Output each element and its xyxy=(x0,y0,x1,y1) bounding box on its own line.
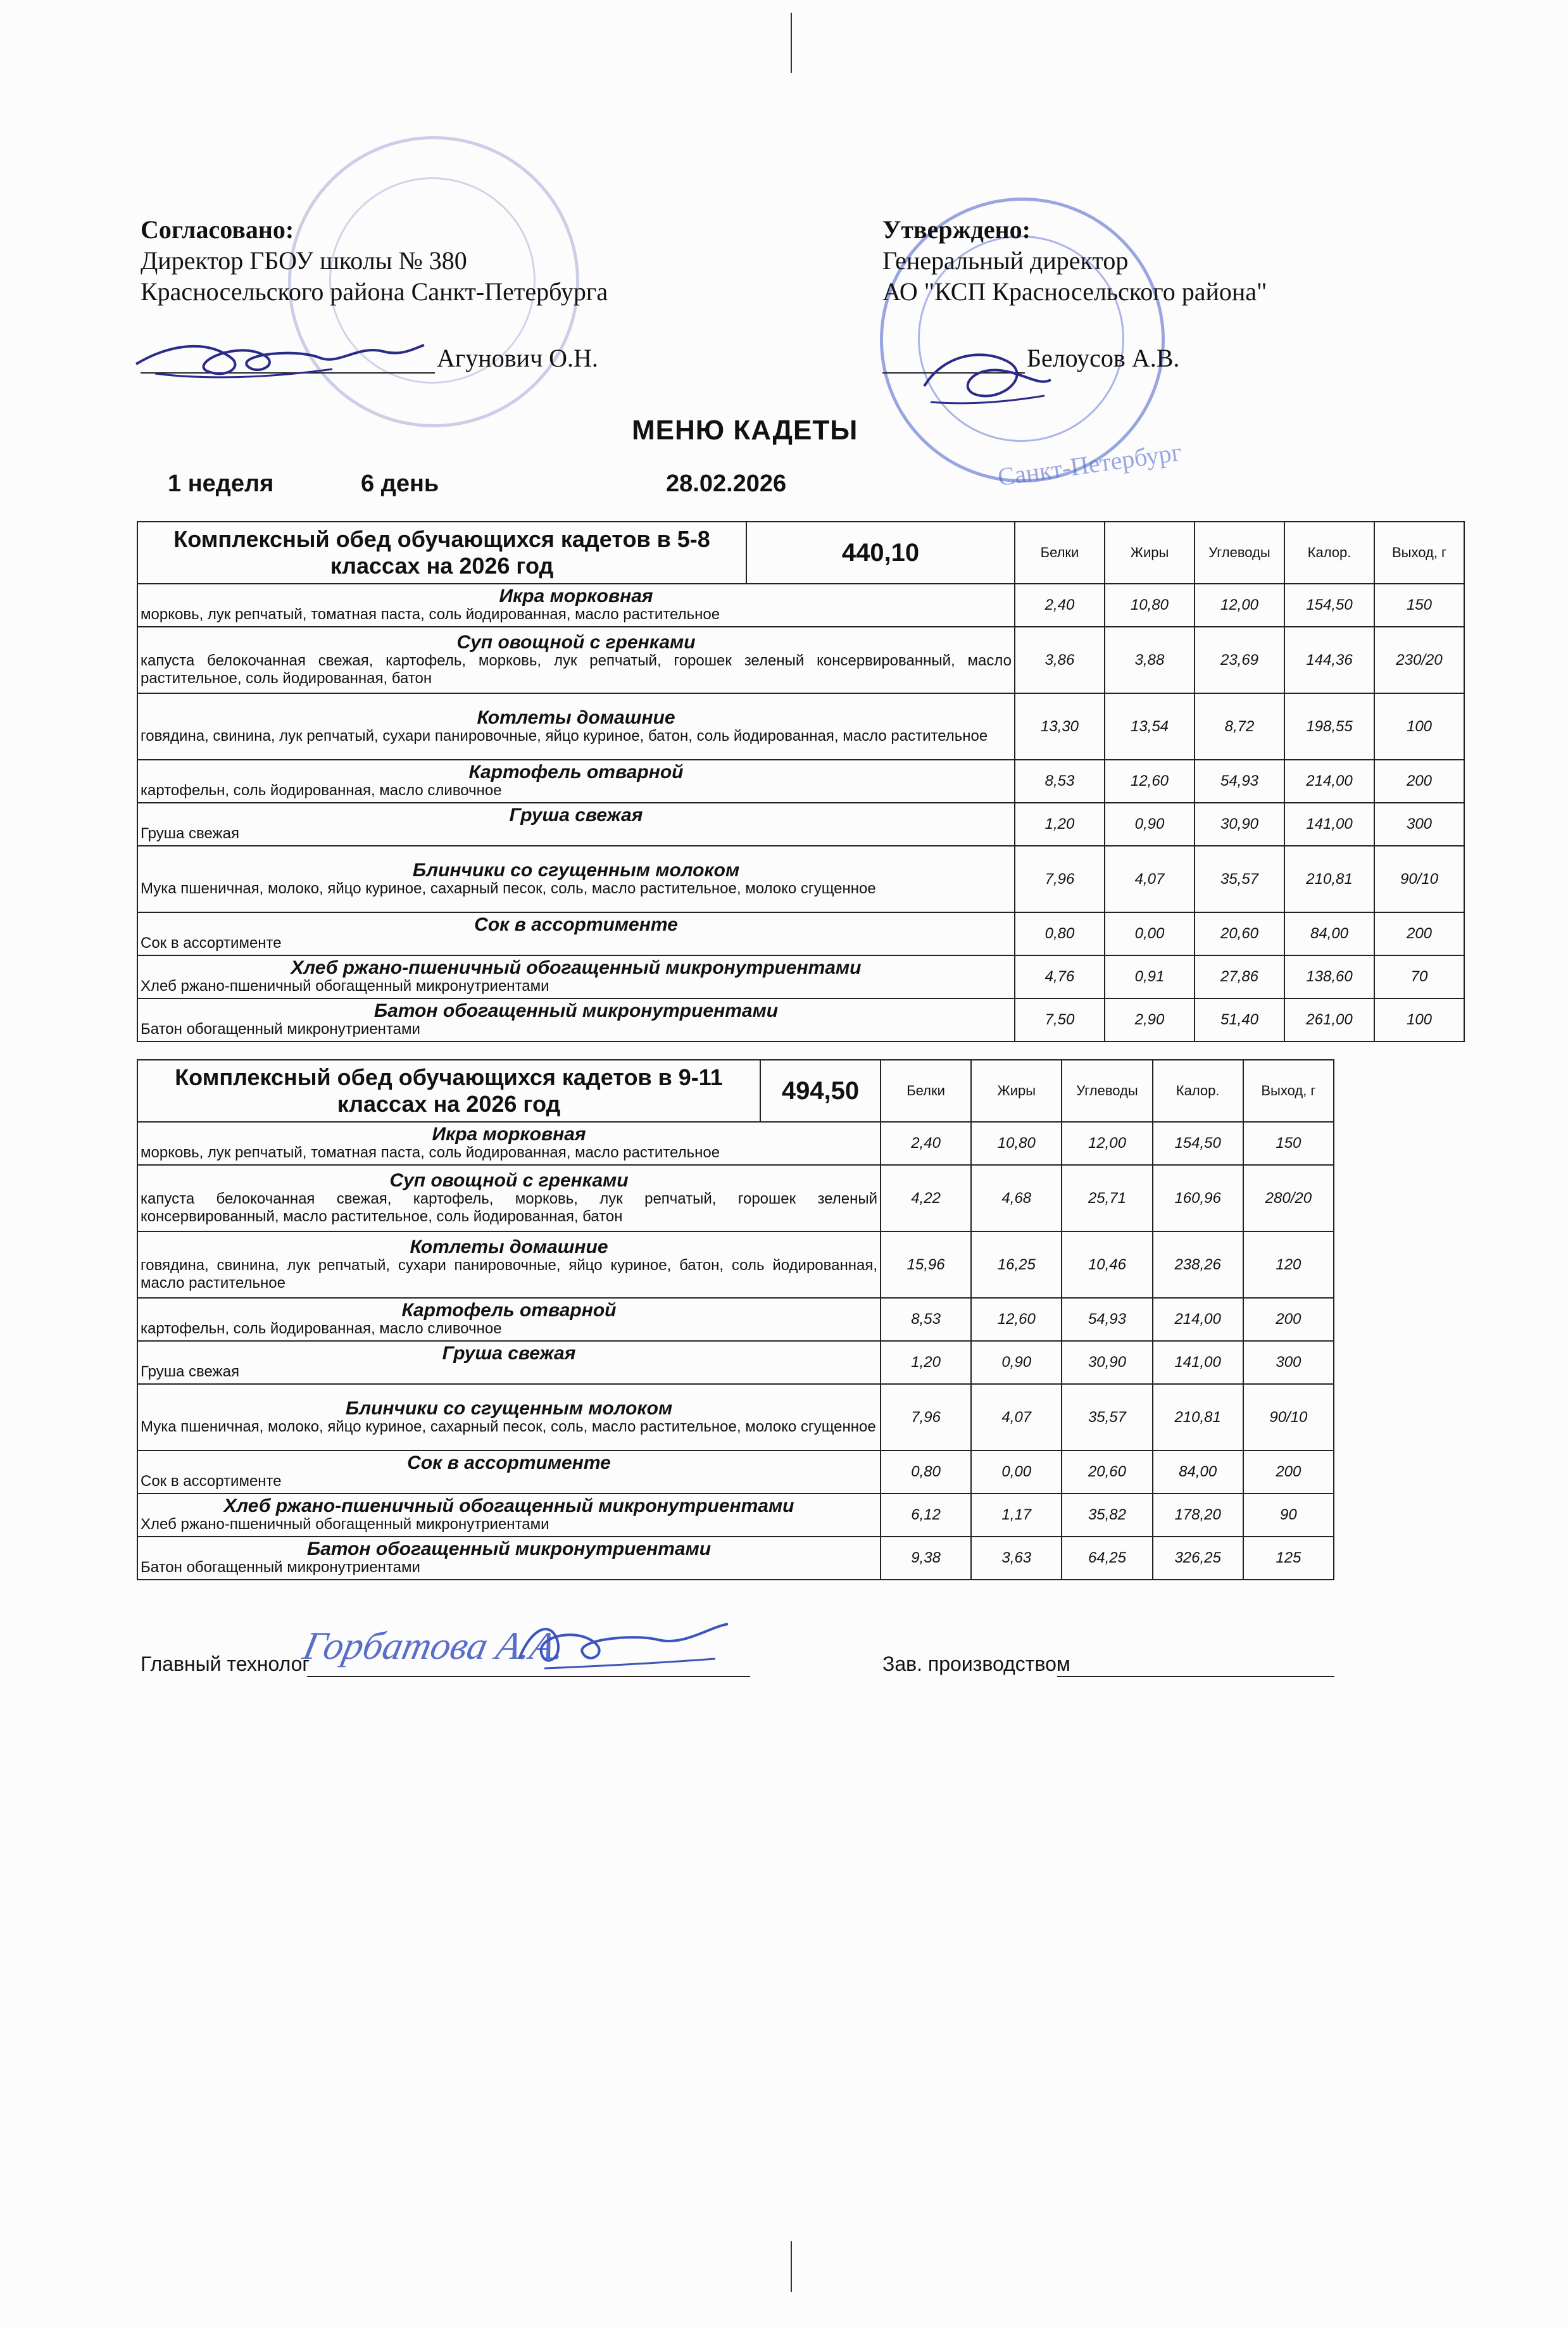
value-carbs: 12,00 xyxy=(1062,1122,1152,1165)
menu-item-row xyxy=(137,1298,1334,1341)
dish-name: Сок в ассортименте xyxy=(407,1452,611,1473)
menu-item-row xyxy=(137,1341,1334,1384)
dish-name: Картофель отварной xyxy=(468,762,684,783)
value-proteins: 4,22 xyxy=(881,1165,971,1231)
value-fats: 0,90 xyxy=(1105,803,1195,846)
menu-item-cell xyxy=(137,584,1015,627)
value-carbs: 8,72 xyxy=(1195,693,1284,760)
menu-item-row xyxy=(137,1384,1334,1450)
value-fats: 10,80 xyxy=(971,1122,1062,1165)
value-proteins: 0,80 xyxy=(881,1450,971,1494)
value-output: 200 xyxy=(1374,912,1464,955)
value-carbs: 20,60 xyxy=(1062,1450,1152,1494)
dish-composition: говядина, свинина, лук репчатый, сухари панировочные, яйцо куриное, батон, соль йодированная, масло растительное xyxy=(141,1256,877,1292)
dish-composition: Батон обогащенный микронутриентами xyxy=(141,1559,420,1576)
value-output: 90/10 xyxy=(1374,846,1464,912)
value-carbs: 10,46 xyxy=(1062,1231,1152,1298)
value-carbs: 51,40 xyxy=(1195,998,1284,1041)
dish-name: Котлеты домашние xyxy=(410,1236,608,1257)
value-fats: 4,68 xyxy=(971,1165,1062,1231)
dish-composition: Груша свежая xyxy=(141,825,239,842)
value-proteins: 4,76 xyxy=(1015,955,1105,998)
menu-item-cell xyxy=(137,1384,881,1450)
dish-composition: капуста белокочанная свежая, картофель, морковь, лук репчатый, горошек зеленый консервированный, масло растительное, соль йодированная, батон xyxy=(141,651,1012,687)
value-carbs: 35,82 xyxy=(1062,1494,1152,1537)
value-output: 300 xyxy=(1243,1341,1334,1384)
value-carbs: 23,69 xyxy=(1195,627,1284,693)
menu-item-cell xyxy=(137,627,1015,693)
value-carbs: 35,57 xyxy=(1195,846,1284,912)
value-proteins: 3,86 xyxy=(1015,627,1105,693)
value-output: 280/20 xyxy=(1243,1165,1334,1231)
value-fats: 3,63 xyxy=(971,1537,1062,1580)
dish-composition: Батон обогащенный микронутриентами xyxy=(141,1021,420,1038)
signature-right-mark xyxy=(912,342,1057,412)
value-fats: 3,88 xyxy=(1105,627,1195,693)
value-calories: 160,96 xyxy=(1153,1165,1243,1231)
value-carbs: 30,90 xyxy=(1062,1341,1152,1384)
value-carbs: 35,57 xyxy=(1062,1384,1152,1450)
value-output: 90 xyxy=(1243,1494,1334,1537)
menu-item-cell xyxy=(137,1537,881,1580)
value-fats: 0,90 xyxy=(971,1341,1062,1384)
value-fats: 4,07 xyxy=(971,1384,1062,1450)
signature-left-mark xyxy=(130,320,427,396)
fold-mark-bottom xyxy=(791,2241,792,2292)
dish-name: Батон обогащенный микронутриентами xyxy=(306,1538,712,1559)
col-fats: Жиры xyxy=(1105,522,1195,584)
menu-item-row xyxy=(137,760,1554,803)
signer-right-name: Белоусов А.В. xyxy=(1027,344,1180,372)
value-output: 100 xyxy=(1374,693,1464,760)
menu-item-row xyxy=(137,1165,1334,1231)
value-calories: 141,00 xyxy=(1153,1341,1243,1384)
menu-title: МЕНЮ КАДЕТЫ xyxy=(632,415,858,446)
dish-name: Сок в ассортименте xyxy=(474,914,678,935)
menu-item-row xyxy=(137,1537,1334,1580)
value-proteins: 2,40 xyxy=(881,1122,971,1165)
menu-item-cell xyxy=(137,846,1015,912)
value-output: 200 xyxy=(1243,1450,1334,1494)
value-proteins: 9,38 xyxy=(881,1537,971,1580)
production-label: Зав. производством xyxy=(882,1652,1070,1675)
value-proteins: 6,12 xyxy=(881,1494,971,1537)
menu-item-row xyxy=(137,998,1554,1041)
value-proteins: 15,96 xyxy=(881,1231,971,1298)
value-calories: 210,81 xyxy=(1284,846,1374,912)
menu-item-row xyxy=(137,693,1554,760)
dish-name: Груша свежая xyxy=(509,805,643,826)
value-carbs: 20,60 xyxy=(1195,912,1284,955)
value-carbs: 25,71 xyxy=(1062,1165,1152,1231)
value-output: 300 xyxy=(1374,803,1464,846)
menu-item-cell xyxy=(137,955,1015,998)
value-output: 70 xyxy=(1374,955,1464,998)
value-fats: 12,60 xyxy=(971,1298,1062,1341)
value-fats: 0,00 xyxy=(971,1450,1062,1494)
dish-name: Груша свежая xyxy=(442,1343,576,1364)
dish-name: Хлеб ржано-пшеничный обогащенный микронутриентами xyxy=(223,1495,794,1516)
menu-item-cell xyxy=(137,912,1015,955)
value-output: 230/20 xyxy=(1374,627,1464,693)
value-output: 125 xyxy=(1243,1537,1334,1580)
value-fats: 1,17 xyxy=(971,1494,1062,1537)
technologist-name: Горбатова А.А. xyxy=(299,1625,570,1668)
value-fats: 0,91 xyxy=(1105,955,1195,998)
value-proteins: 8,53 xyxy=(881,1298,971,1341)
value-proteins: 7,50 xyxy=(1015,998,1105,1041)
col-fats: Жиры xyxy=(971,1060,1062,1122)
col-proteins: Белки xyxy=(881,1060,971,1122)
value-calories: 154,50 xyxy=(1153,1122,1243,1165)
col-carbs: Углеводы xyxy=(1062,1060,1152,1122)
menu-item-row xyxy=(137,1494,1334,1537)
menu-item-cell xyxy=(137,1298,881,1341)
value-calories: 238,26 xyxy=(1153,1231,1243,1298)
dish-composition: говядина, свинина, лук репчатый, сухари панировочные, яйцо куриное, батон, соль йодированная, масло растительное xyxy=(141,727,988,745)
section-title: Комплексный обед обучающихся кадетов в 5-8 классах на 2026 год xyxy=(137,522,746,584)
dish-name: Картофель отварной xyxy=(401,1300,617,1321)
value-calories: 144,36 xyxy=(1284,627,1374,693)
section-title: Комплексный обед обучающихся кадетов в 9-11 классах на 2026 год xyxy=(137,1060,760,1122)
dish-name: Котлеты домашние xyxy=(477,707,675,728)
dish-name: Хлеб ржано-пшеничный обогащенный микронутриентами xyxy=(291,957,862,978)
value-output: 200 xyxy=(1374,760,1464,803)
menu-item-row xyxy=(137,912,1554,955)
technologist-label: Главный технолог xyxy=(141,1652,310,1675)
value-calories: 141,00 xyxy=(1284,803,1374,846)
dish-composition: Хлеб ржано-пшеничный обогащенный микронутриентами xyxy=(141,978,549,995)
dish-composition: капуста белокочанная свежая, картофель, морковь, лук репчатый, горошек зеленый консервированный, масло растительное, соль йодированная, батон xyxy=(141,1190,877,1225)
approval-right-line2: АО "КСП Красносельского района" xyxy=(882,277,1267,306)
dish-composition: морковь, лук репчатый, томатная паста, соль йодированная, масло растительное xyxy=(141,606,720,623)
col-carbs: Углеводы xyxy=(1195,522,1284,584)
value-fats: 10,80 xyxy=(1105,584,1195,627)
menu-item-row xyxy=(137,1450,1334,1494)
value-proteins: 1,20 xyxy=(1015,803,1105,846)
value-proteins: 0,80 xyxy=(1015,912,1105,955)
menu-item-cell xyxy=(137,1494,881,1537)
value-calories: 138,60 xyxy=(1284,955,1374,998)
value-proteins: 7,96 xyxy=(881,1384,971,1450)
dish-name: Батон обогащенный микронутриентами xyxy=(373,1000,779,1021)
dish-name: Блинчики со сгущенным молоком xyxy=(345,1397,673,1419)
dish-name: Икра морковная xyxy=(432,1124,586,1145)
value-proteins: 13,30 xyxy=(1015,693,1105,760)
menu-item-cell xyxy=(137,998,1015,1041)
menu-item-row xyxy=(137,955,1554,998)
stamp-city-text: Санкт-Петербург xyxy=(996,437,1184,492)
col-output: Выход, г xyxy=(1243,1060,1334,1122)
value-proteins: 1,20 xyxy=(881,1341,971,1384)
dish-composition: картофельн, соль йодированная, масло сливочное xyxy=(141,782,502,799)
date-label: 28.02.2026 xyxy=(666,470,787,497)
value-carbs: 64,25 xyxy=(1062,1537,1152,1580)
value-output: 120 xyxy=(1243,1231,1334,1298)
value-output: 150 xyxy=(1243,1122,1334,1165)
approval-left-line1: Директор ГБОУ школы № 380 xyxy=(141,246,467,275)
value-calories: 214,00 xyxy=(1153,1298,1243,1341)
value-proteins: 7,96 xyxy=(1015,846,1105,912)
value-calories: 84,00 xyxy=(1284,912,1374,955)
value-fats: 16,25 xyxy=(971,1231,1062,1298)
approval-left-heading: Согласовано: xyxy=(141,215,294,244)
menu-item-cell xyxy=(137,693,1015,760)
value-calories: 178,20 xyxy=(1153,1494,1243,1537)
dish-composition: картофельн, соль йодированная, масло сливочное xyxy=(141,1320,502,1337)
menu-item-cell xyxy=(137,760,1015,803)
dish-composition: Сок в ассортименте xyxy=(141,934,282,952)
menu-item-cell xyxy=(137,1231,881,1298)
menu-table-grades-5-8 xyxy=(137,521,1555,1042)
menu-item-cell xyxy=(137,1122,881,1165)
value-carbs: 27,86 xyxy=(1195,955,1284,998)
value-output: 90/10 xyxy=(1243,1384,1334,1450)
value-carbs: 30,90 xyxy=(1195,803,1284,846)
value-fats: 2,90 xyxy=(1105,998,1195,1041)
menu-item-row xyxy=(137,803,1554,846)
dish-name: Блинчики со сгущенным молоком xyxy=(412,859,740,881)
section-price: 494,50 xyxy=(760,1060,881,1122)
approval-right-heading: Утверждено: xyxy=(882,215,1031,244)
col-calories: Калор. xyxy=(1153,1060,1243,1122)
menu-item-row xyxy=(137,627,1554,693)
value-carbs: 54,93 xyxy=(1062,1298,1152,1341)
value-carbs: 54,93 xyxy=(1195,760,1284,803)
menu-item-cell xyxy=(137,1341,881,1384)
col-proteins: Белки xyxy=(1015,522,1105,584)
dish-composition: морковь, лук репчатый, томатная паста, соль йодированная, масло растительное xyxy=(141,1144,720,1161)
col-output: Выход, г xyxy=(1374,522,1464,584)
value-calories: 326,25 xyxy=(1153,1537,1243,1580)
fold-mark-top xyxy=(791,13,792,73)
menu-item-cell xyxy=(137,1165,881,1231)
technologist-signature-mark xyxy=(506,1608,734,1678)
approval-left-block xyxy=(141,214,710,307)
menu-item-row xyxy=(137,846,1554,912)
value-output: 150 xyxy=(1374,584,1464,627)
value-calories: 154,50 xyxy=(1284,584,1374,627)
signer-left-name: Агунович О.Н. xyxy=(437,344,598,372)
menu-item-cell xyxy=(137,803,1015,846)
menu-item-row xyxy=(137,1122,1334,1165)
approval-right-block xyxy=(882,214,1452,307)
value-calories: 214,00 xyxy=(1284,760,1374,803)
dish-name: Суп овощной с гренками xyxy=(389,1169,629,1191)
day-label: 6 день xyxy=(361,470,439,497)
value-fats: 13,54 xyxy=(1105,693,1195,760)
value-calories: 198,55 xyxy=(1284,693,1374,760)
value-calories: 261,00 xyxy=(1284,998,1374,1041)
value-fats: 0,00 xyxy=(1105,912,1195,955)
dish-name: Суп овощной с гренками xyxy=(456,631,696,653)
dish-name: Икра морковная xyxy=(499,586,653,607)
approval-left-line2: Красносельского района Санкт-Петербурга xyxy=(141,277,608,306)
approval-right-line1: Генеральный директор xyxy=(882,246,1129,275)
value-proteins: 2,40 xyxy=(1015,584,1105,627)
production-signature-line xyxy=(1057,1676,1334,1677)
menu-item-row xyxy=(137,1231,1334,1298)
value-output: 200 xyxy=(1243,1298,1334,1341)
value-carbs: 12,00 xyxy=(1195,584,1284,627)
dish-composition: Мука пшеничная, молоко, яйцо куриное, сахарный песок, соль, масло растительное, молоко сгущенное xyxy=(141,1418,876,1435)
dish-composition: Груша свежая xyxy=(141,1363,239,1380)
value-calories: 210,81 xyxy=(1153,1384,1243,1450)
col-calories: Калор. xyxy=(1284,522,1374,584)
value-proteins: 8,53 xyxy=(1015,760,1105,803)
value-calories: 84,00 xyxy=(1153,1450,1243,1494)
dish-composition: Хлеб ржано-пшеничный обогащенный микронутриентами xyxy=(141,1516,549,1533)
menu-item-row xyxy=(137,584,1554,627)
dish-composition: Мука пшеничная, молоко, яйцо куриное, сахарный песок, соль, масло растительное, молоко сгущенное xyxy=(141,879,876,897)
dish-composition: Сок в ассортименте xyxy=(141,1473,282,1490)
menu-table-grades-9-11 xyxy=(137,1059,1334,1580)
section-price: 440,10 xyxy=(746,522,1015,584)
week-label: 1 неделя xyxy=(168,470,274,497)
value-output: 100 xyxy=(1374,998,1464,1041)
menu-item-cell xyxy=(137,1450,881,1494)
value-fats: 12,60 xyxy=(1105,760,1195,803)
value-fats: 4,07 xyxy=(1105,846,1195,912)
